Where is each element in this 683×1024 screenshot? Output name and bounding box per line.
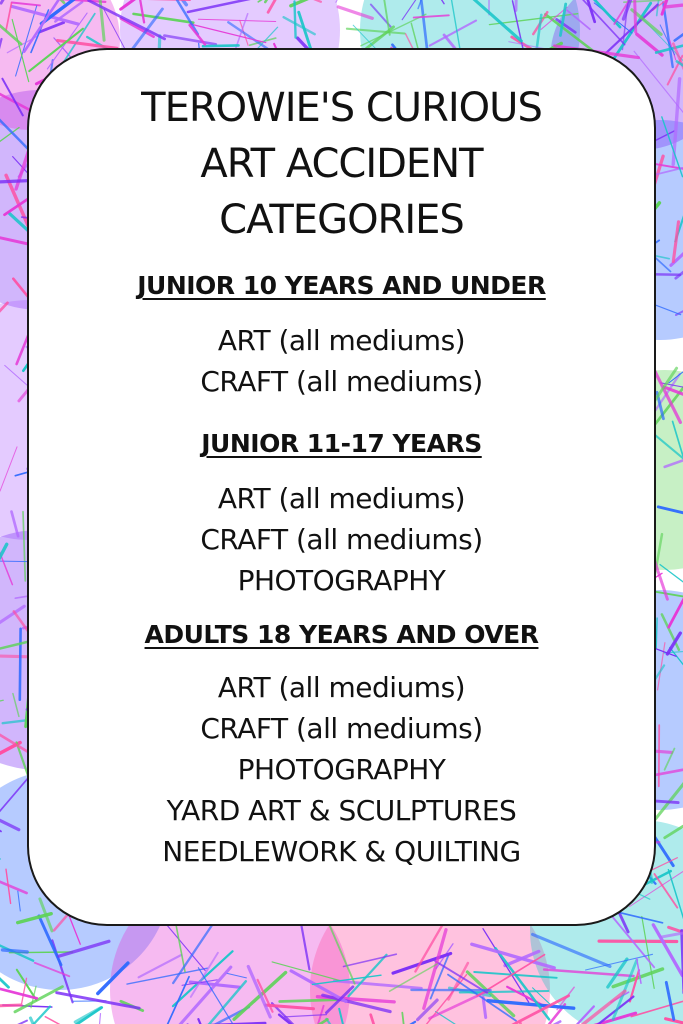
- page-title: [29, 80, 654, 248]
- section-list-adults-18-over: [29, 667, 654, 872]
- scribble-stroke: [280, 1000, 340, 1002]
- scribble-stroke: [94, 1014, 100, 1024]
- list-item: PHOTOGRAPHY: [237, 753, 446, 786]
- scribble-stroke: [516, 0, 517, 10]
- scribble-stroke: [656, 618, 657, 648]
- section-heading-adults-18-over: ADULTS 18 YEARS AND OVER: [144, 620, 539, 649]
- list-item: YARD ART & SCULPTURES: [166, 794, 517, 827]
- list-item: ART (all mediums): [217, 324, 466, 357]
- scribble-stroke: [0, 1005, 21, 1007]
- list-item: CRAFT (all mediums): [200, 712, 483, 745]
- title-line-2: ART ACCIDENT: [200, 141, 483, 187]
- section-list-junior-10-under: [29, 320, 654, 402]
- list-item: PHOTOGRAPHY: [237, 564, 446, 597]
- title-line-1: TEROWIE'S CURIOUS: [141, 85, 542, 131]
- scribble-stroke: [31, 1018, 55, 1024]
- list-item: NEEDLEWORK & QUILTING: [162, 835, 521, 868]
- scribble-stroke: [3, 950, 28, 952]
- section-list-junior-11-17: [29, 478, 654, 601]
- scribble-stroke: [336, 0, 367, 2]
- scribble-stroke: [634, 0, 636, 32]
- section-heading-junior-10-under: JUNIOR 10 YEARS AND UNDER: [137, 271, 546, 300]
- scribble-stroke: [20, 629, 21, 700]
- scribble-stroke: [203, 45, 239, 46]
- list-item: ART (all mediums): [217, 482, 466, 515]
- section-heading-junior-11-17: JUNIOR 11-17 YEARS: [201, 429, 482, 458]
- scribble-stroke: [0, 1021, 27, 1024]
- title-line-3: CATEGORIES: [219, 197, 464, 243]
- list-item: ART (all mediums): [217, 671, 466, 704]
- category-card: [27, 48, 656, 926]
- list-item: CRAFT (all mediums): [200, 365, 483, 398]
- scribble-stroke: [295, 2, 296, 38]
- list-item: CRAFT (all mediums): [200, 523, 483, 556]
- scribble-stroke: [39, 1008, 101, 1024]
